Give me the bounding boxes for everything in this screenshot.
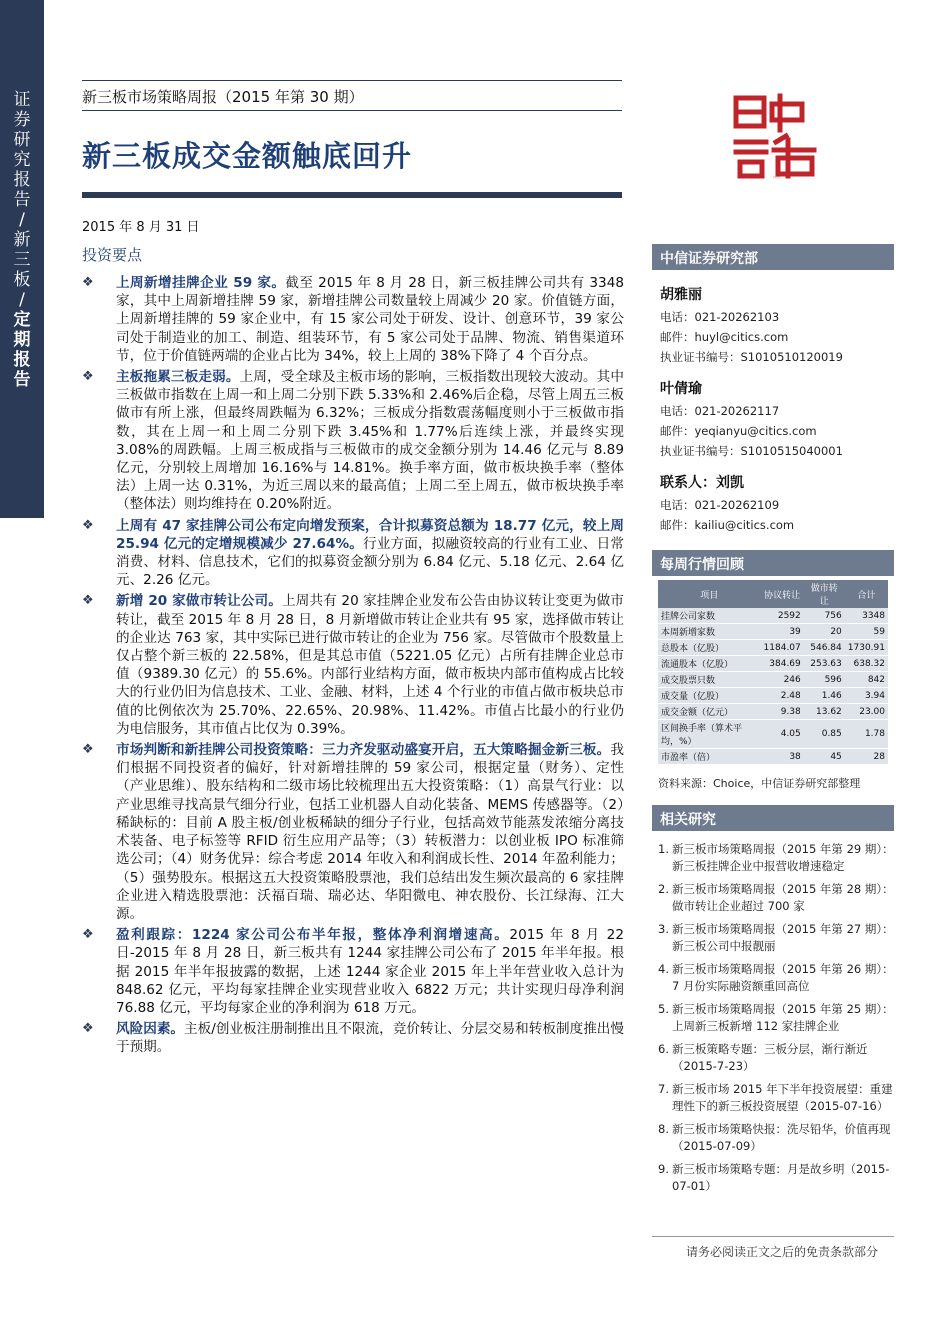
table-cell: 45 (804, 749, 845, 765)
table-header: 项目 (658, 580, 761, 608)
list-item-text: 新三板市场策略周报（2015 年第 26 期）：7 月份实际融资额重回高位 (672, 962, 894, 993)
logo-text: 中信證券 (773, 177, 782, 179)
analyst-cert: 执业证书编号：S1010515040001 (660, 444, 843, 458)
bullet-lead: 上周有 47 家挂牌公司公布定向增发预案，合计拟募资总额为 18.77 亿元，较上周 25.94 亿元的定增规模减少 27.64%。 (116, 517, 624, 552)
list-item[interactable] (652, 921, 894, 955)
report-date: 2015 年 8 月 31 日 (82, 220, 200, 235)
bullet-item (82, 274, 624, 365)
table-row (658, 624, 888, 640)
table-row (658, 640, 888, 656)
side-bar-part3: 定期报告 (13, 310, 31, 390)
list-item[interactable] (652, 1081, 894, 1115)
analyst-phone: 电话：021-20262103 (660, 310, 780, 324)
list-item-text: 新三板市场策略周报（2015 年第 25 期）：上周新三板新增 112 家挂牌企业 (672, 1002, 894, 1033)
table-row (658, 672, 888, 688)
analyst-cert: 执业证书编号：S1010510120019 (660, 350, 843, 364)
bullet-body: 上周共有 20 家挂牌企业发布公告由协议转让变更为做市转让，截至 2015 年 8 月 28 日，8 月新增做市转让企业共有 95 家，选择做市转让的企业达 763 家，其中实际已进行做市转让的企业为 756 家。尽管做市个股数量上仅占整个新三板的 22.58%，但是其总市值（5221.05 亿元）占所有挂牌企业总市值（9389.30 亿元）的 55.6%。内部行业结构方面，做市板块内部市值构成占比较大的行业仍旧为信息技术、工业、金融、材料，上述 4 个行业的市值占做市板块总市值的比例依次为 25.70%、22.65%、20.98%、11.42%。市值占比最小的行业仍为电信服务，其市值占比仅为 0.39%。 (116, 593, 624, 737)
bullet-lead: 上周新增挂牌企业 59 家。 (116, 275, 286, 291)
bullet-item (82, 368, 624, 514)
table-cell: 2592 (761, 608, 804, 624)
table-cell: 384.69 (761, 656, 804, 672)
analyst-phone: 电话：021-20262117 (660, 404, 780, 418)
diamond-bullet-icon: ❖ (82, 1021, 94, 1037)
report-series: 新三板市场策略周报（2015 年第 30 期） (82, 88, 364, 106)
table-cell: 2.48 (761, 688, 804, 704)
bullet-body: 我们根据不同投资者的偏好，针对新增挂牌的 59 家公司，根据定量（财务）、定性（产业思维）、股东结构和二级市场比较梳理出五大投资策略：（1）高景气行业：以产业思维寻找高景气细分行业，包括工业机器人自动化装备、MEMS 传感器等。（2）稀缺标的：目前 A 股主板/创业板稀缺的细分子行业，包括高效节能蒸发浓缩分离技术装备、电子标签等 RFID 衍生应用产品等；（3）转板潜力：以创业板 IPO 标准筛选公司；（4）财务优异：综合考虑 2014 年收入和利润成长性、2014 年盈利能力；（5）强势股东。根据这五大投资策略股票池，我们总结出发生频次最高的 6 家挂牌企业进入精选股票池：沃福百瑞、瑞必达、华阳微电、神农股份、长江绿海、江大源。 (116, 742, 624, 922)
list-item-number: 6. (658, 1042, 669, 1056)
table-source: 资料来源：Choice，中信证券研究部整理 (658, 777, 861, 790)
table-cell: 1730.91 (845, 640, 888, 656)
bullet-body: 截至 2015 年 8 月 28 日，新三板挂牌公司共有 3348 家，其中上周新增挂牌 59 家，新增挂牌公司数量较上周减少 20 家。价值链方面，上周新增挂牌的 59 家企业中，有 15 家公司处于研发、设计、创意环节，39 家公司处于制造业的加工、制造、组装环节，有 5 家公司处于品牌、物流、销售渠道环节，位于价值链两端的企业占比为 34%，较上上周的 38%下降了 4 个百分点。 (116, 275, 624, 364)
bullet-item (82, 1020, 624, 1056)
table-cell: 59 (845, 624, 888, 640)
side-bar-part2: 新三板 (13, 230, 31, 290)
list-item-text: 新三板市场策略专题：月是故乡明（2015-07-01） (672, 1162, 890, 1193)
table-cell: 9.38 (761, 704, 804, 720)
contact-name: 联系人：刘凯 (660, 475, 744, 491)
table-header: 合计 (845, 580, 888, 608)
analyst-email: 邮件：yeqianyu@citics.com (660, 424, 817, 438)
bullet-body: 2015 年 8 月 22 日-2015 年 8 月 28 日，新三板共有 1244 家挂牌公司公布了 2015 年半年报。根据 2015 年半年报披露的数据，上述 1244 家企业 2015 年上半年营业收入总计为 848.62 亿元，平均每家挂牌企业实现营业收入 6822 万元；共计实现归母净利润 76.88 亿元，平均每家企业的净利润为 618 万元。 (116, 927, 624, 1016)
bullet-lead: 市场判断和新挂牌公司投资策略：三力齐发驱动盛宴开启，五大策略掘金新三板。 (116, 742, 611, 759)
footer-disclaimer: 请务必阅读正文之后的免责条款部分 (686, 1245, 879, 1259)
table-cell: 39 (761, 624, 804, 640)
diamond-bullet-icon: ❖ (82, 593, 94, 609)
market-table (658, 580, 888, 765)
list-item-number: 9. (658, 1162, 669, 1176)
top-rule (82, 80, 622, 81)
table-row (658, 720, 888, 749)
bullet-body: 主板/创业板注册制推出且不限流，竞价转让、分层交易和转板制度推出慢于预期。 (116, 1021, 625, 1056)
bullet-lead: 主板拖累三板走弱。 (116, 369, 240, 386)
list-item[interactable] (652, 1041, 894, 1075)
section-title: 投资要点 (82, 246, 143, 264)
table-cell: 253.63 (804, 656, 845, 672)
list-item[interactable] (652, 881, 894, 915)
contact-email: 邮件：kailiu@citics.com (660, 518, 795, 532)
table-cell: 23.00 (845, 704, 888, 720)
table-cell: 246 (761, 672, 804, 688)
bullet-lead: 风险因素。 (116, 1021, 185, 1038)
list-item-text: 新三板市场策略快报：洗尽铅华，价值再现（2015-07-09） (672, 1122, 891, 1153)
diamond-bullet-icon: ❖ (82, 517, 94, 533)
diamond-bullet-icon: ❖ (82, 369, 94, 385)
list-item[interactable] (652, 841, 894, 875)
right-column (652, 244, 894, 1201)
footer-rule (652, 1236, 894, 1237)
table-cell: 4.05 (761, 720, 804, 749)
main-content (82, 274, 624, 1060)
title-rule (82, 192, 622, 198)
table-cell: 成交量（亿股） (658, 688, 761, 704)
table-cell: 596 (804, 672, 845, 688)
table-cell: 区间换手率（算术平均，%） (658, 720, 761, 749)
table-row (658, 688, 888, 704)
list-item-number: 1. (658, 842, 669, 856)
list-item-number: 3. (658, 922, 669, 936)
table-row (658, 656, 888, 672)
list-item-number: 7. (658, 1082, 669, 1096)
table-row (658, 608, 888, 624)
list-item[interactable] (652, 1001, 894, 1035)
list-item-text: 新三板市场 2015 年下半年投资展望：重建理性下的新三板投资展望（2015-07-16） (672, 1082, 893, 1113)
list-item-text: 新三板市场策略周报（2015 年第 29 期）：新三板挂牌企业中报营收增速稳定 (672, 842, 894, 873)
table-row (658, 749, 888, 765)
list-item[interactable] (652, 961, 894, 995)
page-title: 新三板成交金额触底回升 (82, 139, 413, 173)
table-cell: 638.32 (845, 656, 888, 672)
list-item-number: 8. (658, 1122, 669, 1136)
bullet-item (82, 741, 624, 923)
table-cell: 13.62 (804, 704, 845, 720)
side-bar-sep2: / (19, 290, 25, 310)
table-cell: 28 (845, 749, 888, 765)
contact-phone: 电话：021-20262109 (660, 498, 780, 512)
list-item-text: 新三板市场策略周报（2015 年第 28 期）：做市转让企业超过 700 家 (672, 882, 894, 913)
table-cell: 总股本（亿股） (658, 640, 761, 656)
table-header-row (658, 580, 888, 608)
table-header: 协议转让 (761, 580, 804, 608)
list-item[interactable] (652, 1161, 894, 1195)
table-cell: 756 (804, 608, 845, 624)
bullet-body: 上周，受全球及主板市场的影响，三板指数出现较大波动。其中三板做市指数在上周一和上周二分别下跌 5.33%和 2.46%后企稳，尽管上周五三板做市有所上涨，但最终周跌幅为 6.32%；三板成分指数震荡幅度则小于三板做市指数，其在上周一和上周二分别下跌 3.45%和 1.77%后连续上涨，并最终实现 3.08%的周跌幅。上周三板成指与三板做市的成交金额分别为 14.46 亿元与 8.89 亿元，分别较上周增加 16.16%与 14.81%。换手率方面，做市板块换手率（整体法）上周一达 0.31%，为近三周以来的最高值；上周二至上周五，做市板块换手率（整体法）则均维持在 0.20%附近。 (116, 369, 625, 513)
side-bar (0, 0, 44, 518)
analyst-email: 邮件：huyl@citics.com (660, 330, 789, 344)
diamond-bullet-icon: ❖ (82, 275, 94, 290)
side-bar-sep1: / (19, 210, 25, 230)
bullet-lead: 新增 20 家做市转让公司。 (116, 593, 283, 610)
list-item[interactable] (652, 1121, 894, 1155)
bullet-lead: 盈利跟踪：1224 家公司公布半年报，整体净利润增速高。 (116, 927, 510, 944)
bullet-item (82, 926, 624, 1017)
table-cell: 546.84 (804, 640, 845, 656)
table-cell: 3.94 (845, 688, 888, 704)
bullet-item (82, 517, 624, 590)
table-cell: 成交股票只数 (658, 672, 761, 688)
table-row (658, 704, 888, 720)
diamond-bullet-icon: ❖ (82, 927, 94, 943)
table-cell: 流通股本（亿股） (658, 656, 761, 672)
side-bar-part1: 证券研究报告 (13, 90, 31, 210)
diamond-bullet-icon: ❖ (82, 742, 94, 758)
table-cell: 38 (761, 749, 804, 765)
bullet-body: 行业方面，拟融资较高的行业有工业、日常消费、材料、信息技术，它们的拟募资金额分别为 6.84 亿元、5.18 亿元、2.64 亿元、2.26 亿元。 (116, 535, 624, 589)
table-cell: 成交金额（亿元） (658, 704, 761, 720)
table-cell: 本周新增家数 (658, 624, 761, 640)
header-rule (82, 110, 622, 111)
table-cell: 市盈率（倍） (658, 749, 761, 765)
table-header: 做市转让 (804, 580, 845, 608)
analyst-name: 胡雅丽 (660, 287, 702, 303)
list-item-number: 5. (658, 1002, 669, 1016)
list-item-text: 新三板市场策略周报（2015 年第 27 期）：新三板公司中报靓丽 (672, 922, 894, 953)
table-cell: 3348 (845, 608, 888, 624)
table-cell: 0.85 (804, 720, 845, 749)
citic-logo (728, 92, 818, 180)
list-item-number: 2. (658, 882, 669, 896)
table-cell: 1.46 (804, 688, 845, 704)
related-research-header: 相关研究 (652, 805, 894, 831)
related-research-list (652, 841, 894, 1195)
table-cell: 1.78 (845, 720, 888, 749)
analyst-name: 叶倩瑜 (660, 381, 702, 397)
table-cell: 挂牌公司家数 (658, 608, 761, 624)
table-cell: 20 (804, 624, 845, 640)
research-dept-header: 中信证券研究部 (652, 244, 894, 270)
list-item-text: 新三板策略专题：三板分层，渐行渐近（2015-7-23） (672, 1042, 868, 1073)
market-review-header: 每周行情回顾 (652, 550, 894, 576)
list-item-number: 4. (658, 962, 669, 976)
table-cell: 1184.07 (761, 640, 804, 656)
table-cell: 842 (845, 672, 888, 688)
bullet-item (82, 592, 624, 738)
side-bar-text (9, 90, 35, 390)
